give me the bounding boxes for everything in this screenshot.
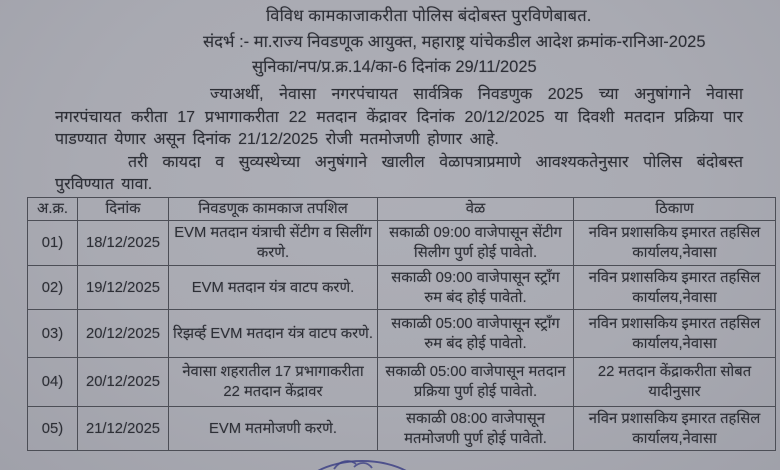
cell-time: सकाळी 09:00 वाजेपासून सेंटीग सिलीग पुर्ण होई पावेतो.: [378, 221, 574, 266]
reference-number-line: सुनिका/नप/प्र.क्र.14/का-6 दिनांक 29/11/2025: [252, 58, 537, 76]
stamp-squiggle-mark: [330, 459, 374, 470]
cell-serial: 03): [28, 310, 78, 358]
cell-serial: 04): [28, 358, 78, 407]
cell-serial: 02): [28, 266, 78, 310]
cell-date: 21/12/2025: [78, 407, 169, 451]
cell-serial: 01): [28, 221, 78, 266]
cell-time: सकाळी 05:00 वाजेपासून स्ट्राँग रुम बंद होई पावेतो.: [378, 310, 574, 358]
body-text: [55, 84, 743, 197]
cell-task: EVM मतदान यंत्र वाटप करणे.: [169, 266, 378, 310]
header-place: ठिकाण: [574, 198, 776, 221]
cell-date: 18/12/2025: [78, 221, 169, 266]
schedule-table: [27, 197, 776, 451]
cell-time: सकाळी 05:00 वाजेपासून मतदान प्रक्रिया पुर्ण होई पावेतो.: [378, 358, 574, 407]
table-row: [28, 310, 776, 358]
table-header-row: [28, 198, 776, 221]
subject-line: विविध कामकाजाकरीता पोलिस बंदोबस्त पुरविणेबाबत.: [266, 7, 592, 25]
cell-date: 19/12/2025: [78, 266, 169, 310]
cell-place: नविन प्रशासकिय इमारत तहसिल कार्यालय,नेवासा: [574, 266, 776, 310]
cell-task: नेवासा शहरातील 17 प्रभागाकरीता 22 मतदान केंद्रावर: [169, 358, 378, 407]
cell-place: नविन प्रशासकिय इमारत तहसिल कार्यालय,नेवासा: [574, 221, 776, 266]
cell-date: 20/12/2025: [78, 310, 169, 358]
cell-place: नविन प्रशासकिय इमारत तहसिल कार्यालय,नेवासा: [574, 310, 776, 358]
cell-serial: 05): [28, 407, 78, 451]
header-task-detail: निवडणूक कामकाज तपशिल: [169, 198, 378, 221]
header-date: दिनांक: [78, 198, 169, 221]
cell-place: नविन प्रशासकिय इमारत तहसिल कार्यालय,नेवासा: [574, 407, 776, 451]
header-serial-no: अ.क्र.: [28, 198, 78, 221]
table-row: [28, 266, 776, 310]
cell-time: सकाळी 09:00 वाजेपासून स्ट्राँग रुम बंद होई पावेतो.: [378, 266, 574, 310]
reference-line: संदर्भ :- मा.राज्य निवडणूक आयुक्त, महाराष्ट्र यांचेकडील आदेश क्रमांक-रानिआ-2025: [203, 33, 706, 51]
paragraph-whereas: ज्याअर्थी, नेवासा नगरपंचायत सार्वत्रिक निवडणुक 2025 च्या अनुषांगाने नेवासा नगरपंचायत करीता 17 प्रभागाकरीता 22 मतदान केंद्रावर दिनांक 20/12/2025 या दिवशी मतदान प्रक्रिया पार पाडण्यात येणार असून दिनांक 21/12/2025 रोजी मतमोजणी होणार आहे.: [55, 86, 743, 148]
cell-task: EVM मतदान यंत्राची सेंटीग व सिलींग करणे.: [169, 221, 378, 266]
cell-time: सकाळी 08:00 वाजेपासून मतमोजणी पुर्ण होई पावेतो.: [378, 407, 574, 451]
table-row: [28, 407, 776, 451]
header-time: वेळ: [378, 198, 574, 221]
cell-task: EVM मतमोजणी करणे.: [169, 407, 378, 451]
cell-task: रिझर्व्ह EVM मतदान यंत्र वाटप करणे.: [169, 310, 378, 358]
cell-date: 20/12/2025: [78, 358, 169, 407]
table-row: [28, 221, 776, 266]
table-row: [28, 358, 776, 407]
cell-place: 22 मतदान केंद्राकरीता सोबत यादीनुसार: [574, 358, 776, 407]
paragraph-request: तरी कायदा व सुव्यस्थेच्या अनुषंगाने खालील वेळापत्राप्रमाणे आवश्यकतेनुसार पोलिस बंदोबस्त पुरविण्यात यावा.: [55, 153, 743, 193]
